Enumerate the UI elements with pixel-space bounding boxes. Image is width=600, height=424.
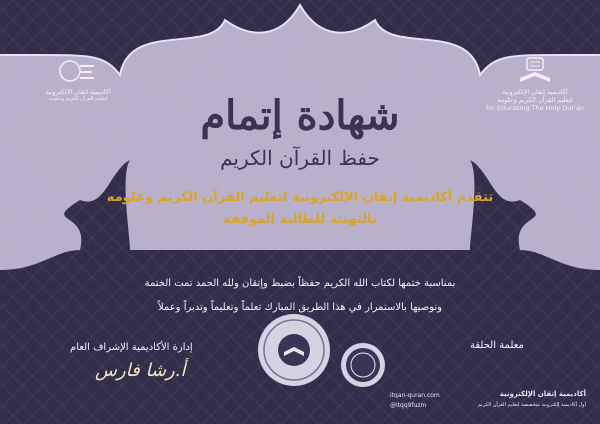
footer-website: itqan-quran.com — [390, 392, 440, 399]
congratulation-line: بالتهنئة للطالبة الموفقة — [223, 212, 377, 227]
certificate-title: شهادة إتمام — [200, 92, 400, 139]
admin-signature: أ.رشا فارس — [95, 360, 186, 381]
right-logo-name: أكاديمية إتقان الإلكترونية — [502, 88, 568, 96]
right-logo-sub: لتعليم القرآن الكريم وعلومه — [497, 96, 573, 104]
academy-logo-right — [480, 56, 590, 112]
admin-label: إدارة الأكاديمية الإشراف العام — [70, 342, 193, 353]
footer-handle: @itqq9fuzm — [390, 402, 427, 409]
book-emblem-icon — [518, 56, 552, 84]
body-line-2: ونوصيها بالاستمرار في هذا الطريق المبارك تعلماً وتعليماً وتدبراً وعملاً — [157, 302, 443, 313]
presentation-line: تتقدم أكاديمية إتقان الإلكترونية لتعليم القرآن الكريم وعلومه — [106, 190, 494, 205]
left-logo-sub: لتعليم القرآن الكريم وعلومه — [48, 96, 108, 102]
academy-logo-left — [28, 58, 128, 102]
body-line-1: بمناسبة ختمها لكتاب الله الكريم حفظاً بضبط وإتقان ولله الحمد تمت الختمة — [144, 278, 456, 289]
footer-brand-sub: أول أكاديمية إلكترونية متخصصة لتعليم القرآن الكريم — [477, 402, 586, 408]
right-logo-en: for Educating The Holy Qur'an — [485, 104, 585, 112]
logo-emblem-icon — [58, 58, 98, 84]
footer-brand-name: أكاديمية إتقان الإلكترونية — [499, 390, 586, 398]
accreditation-seal-icon — [340, 342, 386, 388]
teacher-label: معلمة الحلقة — [470, 340, 524, 351]
academy-seal-icon — [256, 312, 332, 388]
left-logo-name: أكاديمية اتقان الالكترونية — [45, 88, 111, 96]
certificate-subtitle: حفظ القرآن الكريم — [220, 146, 380, 170]
